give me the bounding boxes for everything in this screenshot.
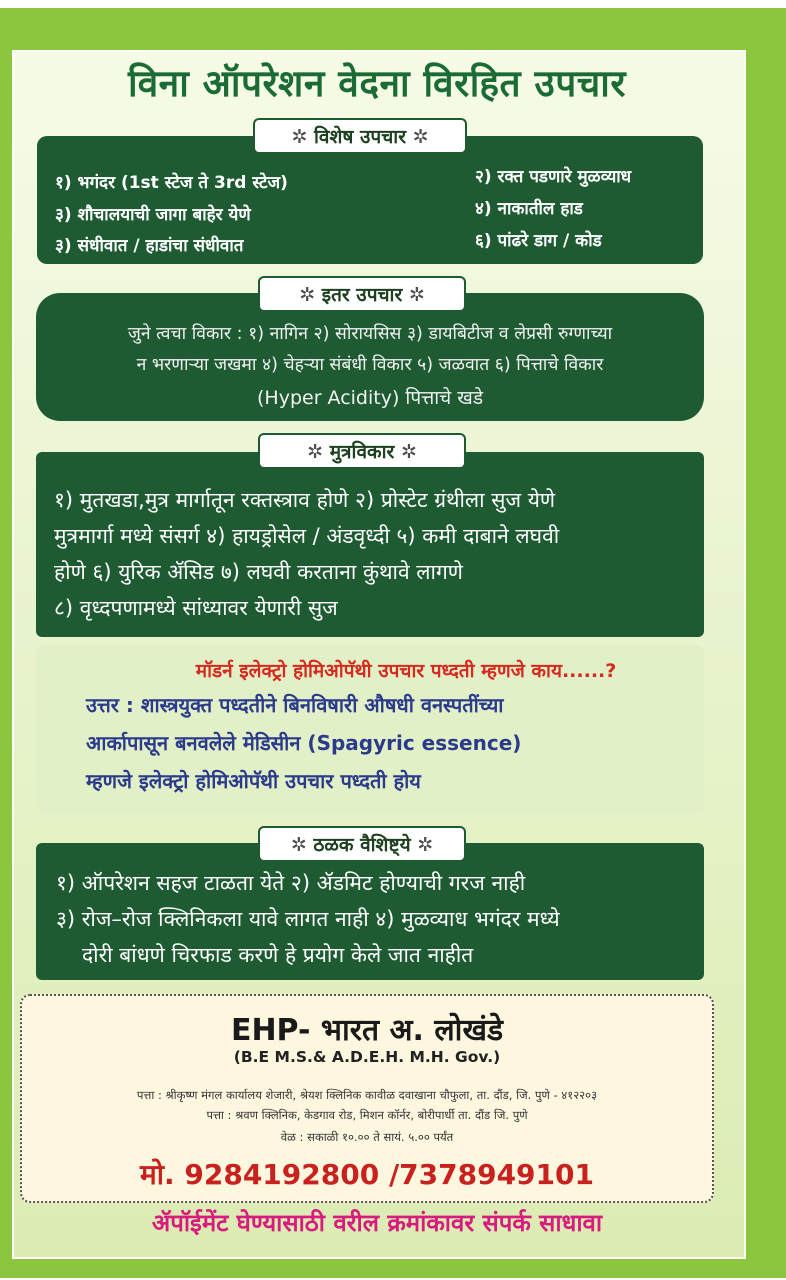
other-line: न भरणाऱ्या जखमा ४) चेहऱ्या संबंधी विकार ५) जळवात ६) पित्ताचे विकार [136, 355, 604, 375]
doctor-name: EHP- भारत अ. लोखंडे [230, 1013, 504, 1048]
qa-section [36, 645, 704, 813]
star-icon: ✲ [412, 126, 429, 148]
feature-line: ३) रोज–रोज क्लिनिकला यावे लागत नाही ४) मुळव्याध भगंदर मध्ये [56, 907, 560, 931]
features-box [36, 843, 704, 980]
other-treatment-box [36, 293, 704, 421]
urinary-line: मुत्रमार्गा मध्ये संसर्ग ४) हायड्रोसेल / अंडवृध्दी ५) कमी दाबाने लघवी [54, 524, 560, 548]
other-heading: इतर उपचार [321, 284, 403, 306]
features-heading-tag [258, 826, 466, 862]
urinary-line: ८) वृध्दपणामध्ये सांध्यावर येणारी सुज [54, 596, 338, 620]
urinary-box [36, 452, 704, 637]
address-line-2: पत्ता : श्रवण क्लिनिक, केडगाव रोड, मिशन कॉर्नर, बोरीपार्धी ता. दौंड जि. पुणे [206, 1108, 528, 1122]
urinary-heading: मुत्रविकार [329, 441, 395, 463]
special-heading-tag [253, 118, 467, 154]
urinary-line: होणे ६) युरिक ॲसिड ७) लघवी करताना कुंथावे लागणे [54, 560, 463, 584]
special-item: २) रक्त पडणारे मुळव्याध [475, 167, 632, 187]
special-item: १) भगंदर (1st स्टेज ते 3rd स्टेज) [55, 173, 288, 193]
answer-line: म्हणजे इलेक्ट्रो होमिओपॅथी उपचार पध्दती होय [86, 769, 421, 793]
special-treatment-box [37, 136, 703, 264]
star-icon: ✲ [408, 284, 425, 306]
star-icon: ✲ [299, 284, 316, 306]
question-text: मॉडर्न इलेक्ट्रो होमिओपॅथी उपचार पध्दती म्हणजे काय......? [195, 660, 617, 682]
contact-card [20, 994, 714, 1203]
star-icon: ✲ [291, 126, 308, 148]
features-heading: ठळक वैशिष्ट्ये [313, 834, 411, 856]
timing-line: वेळ : सकाळी १०.०० ते सायं. ५.०० पर्यंत [280, 1130, 454, 1144]
star-icon: ✲ [400, 441, 417, 463]
special-heading: विशेष उपचार [314, 126, 406, 148]
special-item: ६) पांढरे डाग / कोड [475, 231, 602, 251]
feature-line: १) ऑपरेशन सहज टाळता येते २) ॲडमिट होण्याची गरज नाही [56, 871, 526, 895]
other-line: (Hyper Acidity) पित्ताचे खडे [257, 387, 483, 409]
feature-line: दोरी बांधणे चिरफाड करणे हे प्रयोग केले जात नाहीत [82, 943, 474, 967]
address-line-1: पत्ता : श्रीकृष्ण मंगल कार्यालय शेजारी, श्रेयश क्लिनिक कावीळ दवाखाना चौफुला, ता. दौंड, जि. पुणे - ४१२२०३ [136, 1088, 598, 1102]
answer-line: आर्कापासून बनवलेले मेडिसीन (Spagyric essence) [86, 731, 522, 755]
urinary-line: १) मुतखडा,मुत्र मार्गातून रक्तस्त्राव होणे २) प्रोस्टेट ग्रंथीला सुज येणे [54, 488, 556, 512]
other-heading-tag [258, 276, 466, 312]
urinary-heading-tag [258, 433, 466, 469]
appointment-footer: ॲपॉईमेंट घेण्यासाठी वरील क्रमांकावर संपर्क साधावा [151, 1209, 603, 1237]
doctor-degree: (B.E M.S.& A.D.E.H. M.H. Gov.) [233, 1048, 501, 1066]
special-item: ३) संधीवात / हाडांचा संधीवात [55, 236, 244, 256]
star-icon: ✲ [307, 441, 324, 463]
special-item: ४) नाकातील हाड [475, 199, 583, 219]
answer-line: उत्तर : शास्त्रयुक्त पध्दतीने बिनविषारी औषधी वनस्पतींच्या [86, 693, 504, 717]
star-icon: ✲ [417, 834, 434, 856]
special-item: ३) शौचालयाची जागा बाहेर येणे [55, 205, 251, 225]
star-icon: ✲ [290, 834, 307, 856]
poster-title: विना ऑपरेशन वेदना विरहित उपचार [128, 62, 626, 105]
other-line: जुने त्वचा विकार : १) नागिन २) सोरायसिस ३) डायबिटीज व लेप्रसी रुग्णाच्या [127, 324, 613, 344]
phone-numbers[interactable]: मो. 9284192800 /7378949101 [139, 1158, 594, 1191]
